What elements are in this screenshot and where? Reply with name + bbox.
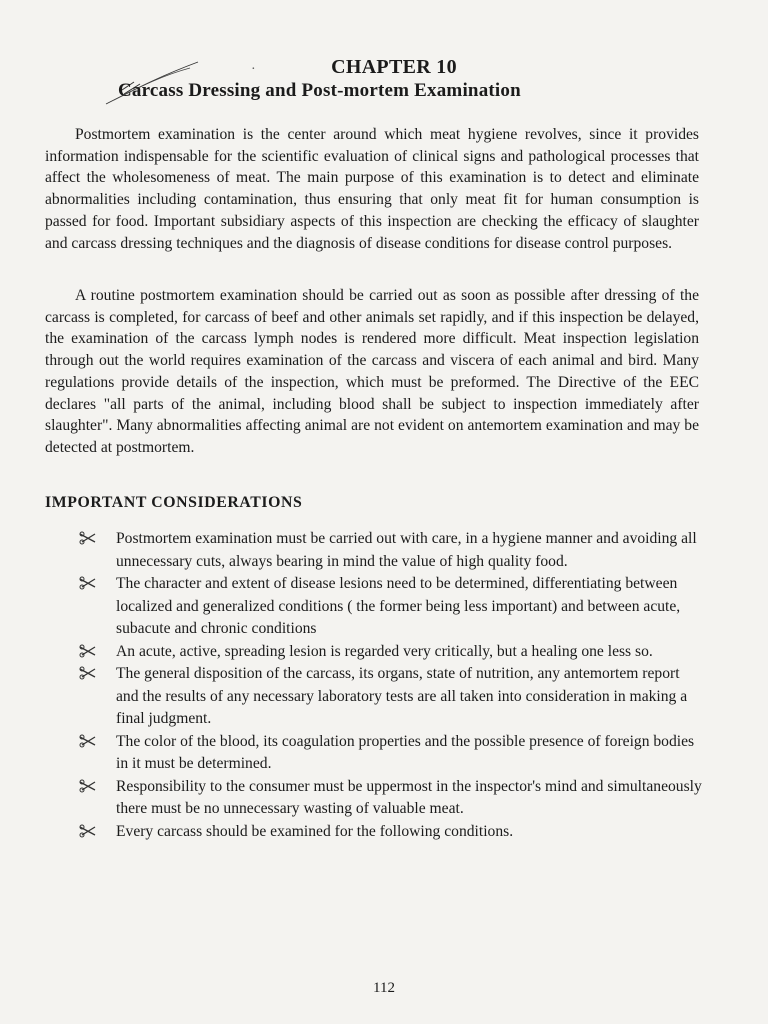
list-item — [0, 528, 702, 573]
considerations-list — [0, 528, 768, 843]
scissors-icon — [79, 734, 97, 748]
section-heading: IMPORTANT CONSIDERATIONS — [45, 494, 303, 511]
list-item-text: Postmortem examination must be carried out with care, in a hygiene manner and avoiding all unnecessary cuts, always bearing in mind the value of high quality food. — [116, 530, 697, 570]
list-item — [0, 821, 702, 844]
list-item — [0, 663, 702, 731]
stray-mark: · — [251, 62, 256, 77]
chapter-title: Carcass Dressing and Post-mortem Examination — [118, 80, 521, 101]
scissors-icon — [79, 666, 97, 680]
list-item-text: Every carcass should be examined for the following conditions. — [116, 822, 514, 840]
list-item-text: The character and extent of disease lesions need to be determined, differentiating between localized and generalized conditions ( the former being less important) and between acute, subacute and chronic conditions — [116, 575, 681, 637]
scissors-icon — [79, 644, 97, 658]
scissors-icon — [79, 779, 97, 793]
list-item-text: An acute, active, spreading lesion is regarded very critically, but a healing one less so. — [116, 642, 653, 660]
scissors-icon — [79, 531, 97, 545]
routine-examination-paragraph: A routine postmortem examination should be carried out as soon as possible after dressing of the carcass is completed, for carcass of beef and other animals set rapidly, and if this inspection be delayed, the examination of the carcass lymph nodes is rendered more difficult. Meat inspection legislation through out the world requires examination of the carcass and viscera of each animal and bird. Many regulations provide details of the inspection, which must be preformed. The Directive of the EEC declares "all parts of the animal, including blood shall be subject to inspection immediately after slaughter". Many abnormalities affecting animal are not evident on antemortem examination and may be detected at postmortem. — [45, 287, 699, 456]
list-item — [0, 731, 702, 776]
list-item — [0, 776, 702, 821]
chapter-number: CHAPTER 10 — [331, 56, 457, 78]
list-item-text: The general disposition of the carcass, its organs, state of nutrition, any antemortem report and the results of any necessary laboratory tests are all taken into consideration in making a final judgment. — [116, 665, 688, 727]
list-item — [0, 573, 702, 641]
list-item — [0, 641, 702, 664]
list-item-text: Responsibility to the consumer must be uppermost in the inspector's mind and simultaneously there must be no unnecessary wasting of valuable meat. — [116, 777, 702, 817]
scissors-icon — [79, 576, 97, 590]
page-number: 112 — [373, 980, 395, 996]
intro-paragraph: Postmortem examination is the center around which meat hygiene revolves, since it provides information indispensable for the scientific evaluation of clinical signs and pathological processes that affect the wholesomeness of meat. The main purpose of this examination is to detect and eliminate abnormalities including contamination, thus ensuring that only meat fit for human consumption is passed for food. Important subsidiary aspects of this inspection are checking the efficacy of slaughter and carcass dressing techniques and the diagnosis of disease conditions for disease control purposes. — [45, 126, 699, 252]
list-item-text: The color of the blood, its coagulation properties and the possible presence of foreign bodies in it must be determined. — [116, 732, 695, 772]
scissors-icon — [79, 824, 97, 838]
